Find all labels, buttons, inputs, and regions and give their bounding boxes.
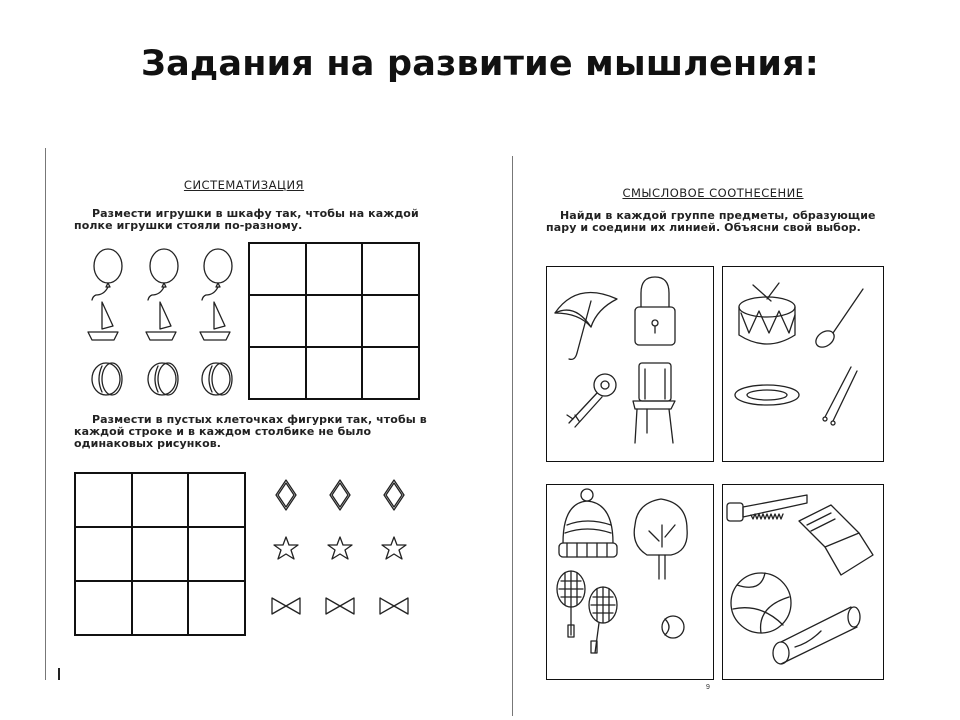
- balloon-icon: [148, 249, 178, 300]
- grid-cell[interactable]: [362, 295, 419, 347]
- spoon-icon: [813, 289, 863, 350]
- padlock-icon: [635, 277, 675, 345]
- drum-icon: [739, 283, 795, 344]
- task1-line2: полке игрушки стояли по-разному.: [74, 219, 303, 232]
- grid-cell[interactable]: [362, 347, 419, 399]
- grid-cell[interactable]: [75, 527, 132, 581]
- grid-cell[interactable]: [75, 581, 132, 635]
- shelf-grid[interactable]: [248, 242, 420, 400]
- star-icon: [274, 537, 298, 559]
- volleyball-icon: [731, 573, 791, 633]
- panel-drum-spoon: [722, 266, 884, 462]
- page-edge-line: [512, 156, 513, 716]
- tennis-rackets-icon: [557, 571, 617, 653]
- page-mark: [58, 668, 60, 680]
- saw-icon: [727, 495, 807, 521]
- yo-yo-icon: [148, 363, 178, 395]
- grid-cell[interactable]: [249, 295, 306, 347]
- bow-icon: [326, 598, 354, 614]
- grid-cell[interactable]: [132, 473, 189, 527]
- right-worksheet: [508, 156, 908, 716]
- toys-group: [82, 244, 252, 414]
- grid-cell[interactable]: [188, 527, 245, 581]
- yo-yo-icon: [202, 363, 232, 395]
- grid-cell[interactable]: [188, 473, 245, 527]
- chair-icon: [633, 363, 675, 443]
- left-worksheet: [44, 148, 474, 688]
- task2-line1: Размести в пустых клеточках фигурки так, чтобы в: [92, 413, 427, 426]
- grid-cell[interactable]: [306, 243, 363, 295]
- systematization-heading: СИСТЕМАТИЗАЦИЯ: [183, 178, 305, 192]
- diamond-icon: [330, 480, 350, 510]
- plate-icon: [735, 385, 799, 405]
- balloon-icon: [92, 249, 122, 300]
- sailboat-icon: [88, 302, 118, 340]
- bow-icon: [380, 598, 408, 614]
- semantic-matching-heading: СМЫСЛОВОЕ СООТНЕСЕНИЕ: [622, 186, 804, 200]
- panel-hat-rackets: [546, 484, 714, 680]
- grid-cell[interactable]: [249, 243, 306, 295]
- balloon-icon: [202, 249, 232, 300]
- grid-cell[interactable]: [75, 473, 132, 527]
- yo-yo-icon: [92, 363, 122, 395]
- task2-line2: каждой строке и в каждом столбике не было: [74, 425, 372, 438]
- grid-cell[interactable]: [188, 581, 245, 635]
- page-number: 9: [706, 684, 710, 691]
- task-line1: Найди в каждой группе предметы, образующие: [560, 209, 876, 222]
- panel-saw-log: [722, 484, 884, 680]
- slide-title: Задания на развитие мышления:: [141, 44, 819, 84]
- sailboat-icon: [200, 302, 230, 340]
- book-icon: [799, 505, 873, 575]
- diamond-icon: [384, 480, 404, 510]
- star-icon: [382, 537, 406, 559]
- shapes-grid[interactable]: [74, 472, 246, 636]
- drumsticks-icon: [823, 367, 857, 425]
- grid-cell[interactable]: [249, 347, 306, 399]
- key-icon: [567, 374, 616, 427]
- sailboat-icon: [146, 302, 176, 340]
- grid-cell[interactable]: [132, 527, 189, 581]
- page-edge-line: [45, 148, 46, 680]
- task2-line3: одинаковых рисунков.: [74, 437, 222, 450]
- bow-icon: [272, 598, 300, 614]
- grid-cell[interactable]: [306, 295, 363, 347]
- panel-umbrella-key: [546, 266, 714, 462]
- grid-cell[interactable]: [362, 243, 419, 295]
- log-icon: [773, 607, 860, 664]
- task-line2: пару и соедини их линией. Объясни свой выбор.: [546, 221, 861, 234]
- tree-icon: [634, 499, 687, 579]
- star-icon: [328, 537, 352, 559]
- tennis-ball-icon: [662, 616, 684, 638]
- grid-cell[interactable]: [306, 347, 363, 399]
- umbrella-icon: [555, 293, 617, 360]
- diamond-icon: [276, 480, 296, 510]
- task1-line1: Размести игрушки в шкафу так, чтобы на каждой: [92, 207, 419, 220]
- shapes-group: [266, 478, 426, 628]
- grid-cell[interactable]: [132, 581, 189, 635]
- knit-hat-icon: [559, 489, 617, 557]
